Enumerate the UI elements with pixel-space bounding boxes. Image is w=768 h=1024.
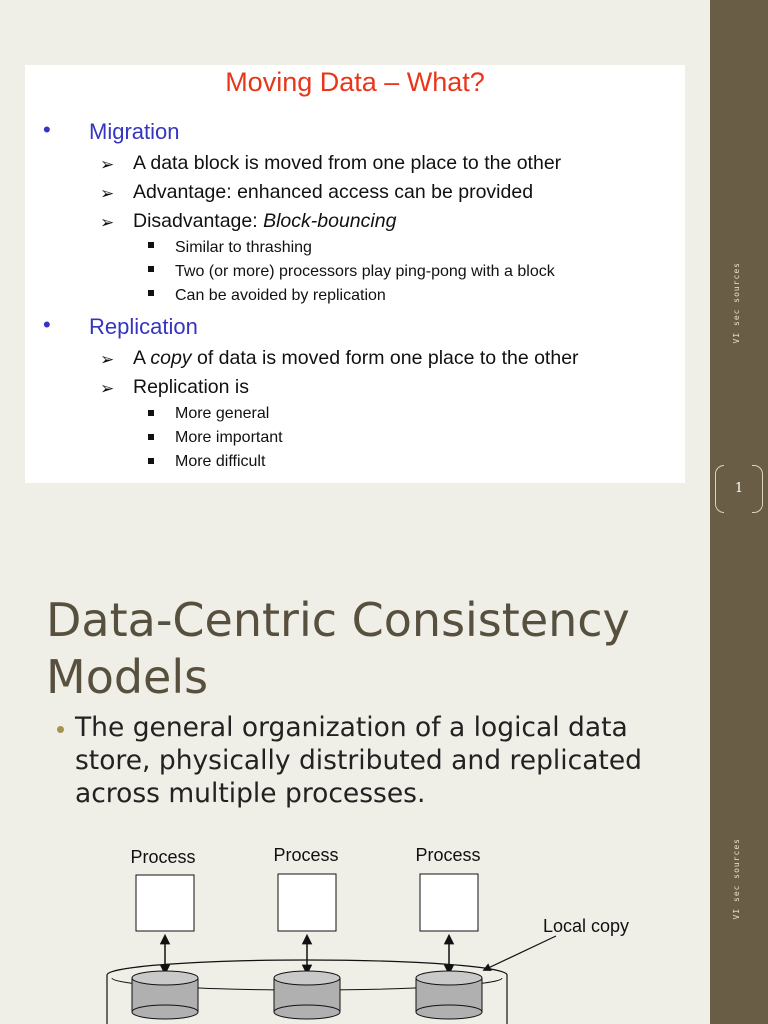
arrow-bullet-icon: ➢ — [100, 155, 115, 174]
square-bullet-icon — [148, 266, 154, 272]
slide-title: Moving Data – What? — [225, 67, 485, 97]
replication-item: Replication is — [133, 376, 249, 398]
process-box — [278, 874, 336, 931]
local-copy-label: Local copy — [543, 916, 630, 936]
bullet-replication: Replication — [89, 314, 198, 339]
process-label: Process — [415, 845, 481, 865]
page-number: 1 — [734, 481, 744, 496]
title-line-2: Models — [46, 650, 209, 704]
migration-disadvantage — [133, 210, 396, 233]
local-copy-disk — [274, 971, 340, 1019]
sub-item: More important — [175, 429, 283, 446]
title-line-1: Data-Centric Consistency — [46, 593, 630, 647]
bullet-icon: • — [43, 117, 51, 142]
sub-item: Similar to thrashing — [175, 239, 312, 256]
local-copy-pointer-arrow — [484, 936, 556, 970]
local-copy-disk — [132, 971, 198, 1019]
sidebar-1 — [710, 0, 768, 512]
sub-item: More general — [175, 405, 270, 422]
square-bullet-icon — [148, 434, 154, 440]
sub-item: More difficult — [175, 453, 266, 470]
copy-suffix: of data is moved form one place to the other — [191, 347, 579, 369]
local-copy-disk — [416, 971, 482, 1019]
arrow-bullet-icon: ➢ — [100, 213, 115, 232]
sub-item: Two (or more) processors play ping-pong with a block — [175, 263, 555, 280]
square-bullet-icon — [148, 242, 154, 248]
arrow-bullet-icon: ➢ — [100, 350, 115, 369]
disadvantage-term: Block-bouncing — [263, 210, 397, 232]
copy-prefix: A — [133, 347, 151, 369]
slide-1 — [0, 0, 710, 512]
slide-image-panel — [25, 65, 685, 483]
replication-item — [133, 347, 579, 370]
migration-item: Advantage: enhanced access can be provided — [133, 181, 534, 203]
disadvantage-prefix: Disadvantage: — [133, 210, 264, 232]
slide-2 — [0, 512, 710, 1024]
process-label: Process — [130, 847, 196, 867]
square-bullet-icon — [148, 290, 154, 296]
process-box — [136, 875, 194, 931]
bullet-migration: Migration — [89, 119, 180, 144]
arrow-bullet-icon: ➢ — [100, 184, 115, 203]
process-label: Process — [273, 845, 339, 865]
arrow-bullet-icon: ➢ — [100, 379, 115, 398]
page-number-badge — [710, 460, 768, 518]
process-box — [420, 874, 478, 931]
sidebar-label: VI sec sources — [732, 838, 741, 920]
sidebar-2 — [710, 512, 768, 1024]
bullet-paragraph: The general organization of a logical data store, physically distributed and replicated across multiple processes. — [75, 712, 642, 809]
bullet-icon: • — [43, 312, 51, 337]
copy-term: copy — [150, 347, 192, 369]
square-bullet-icon — [148, 458, 154, 464]
square-bullet-icon — [148, 410, 154, 416]
sub-item: Can be avoided by replication — [175, 287, 386, 304]
data-store-diagram — [0, 512, 710, 1024]
migration-item: A data block is moved from one place to the other — [133, 152, 562, 174]
sidebar-label: VI sec sources — [732, 262, 741, 344]
